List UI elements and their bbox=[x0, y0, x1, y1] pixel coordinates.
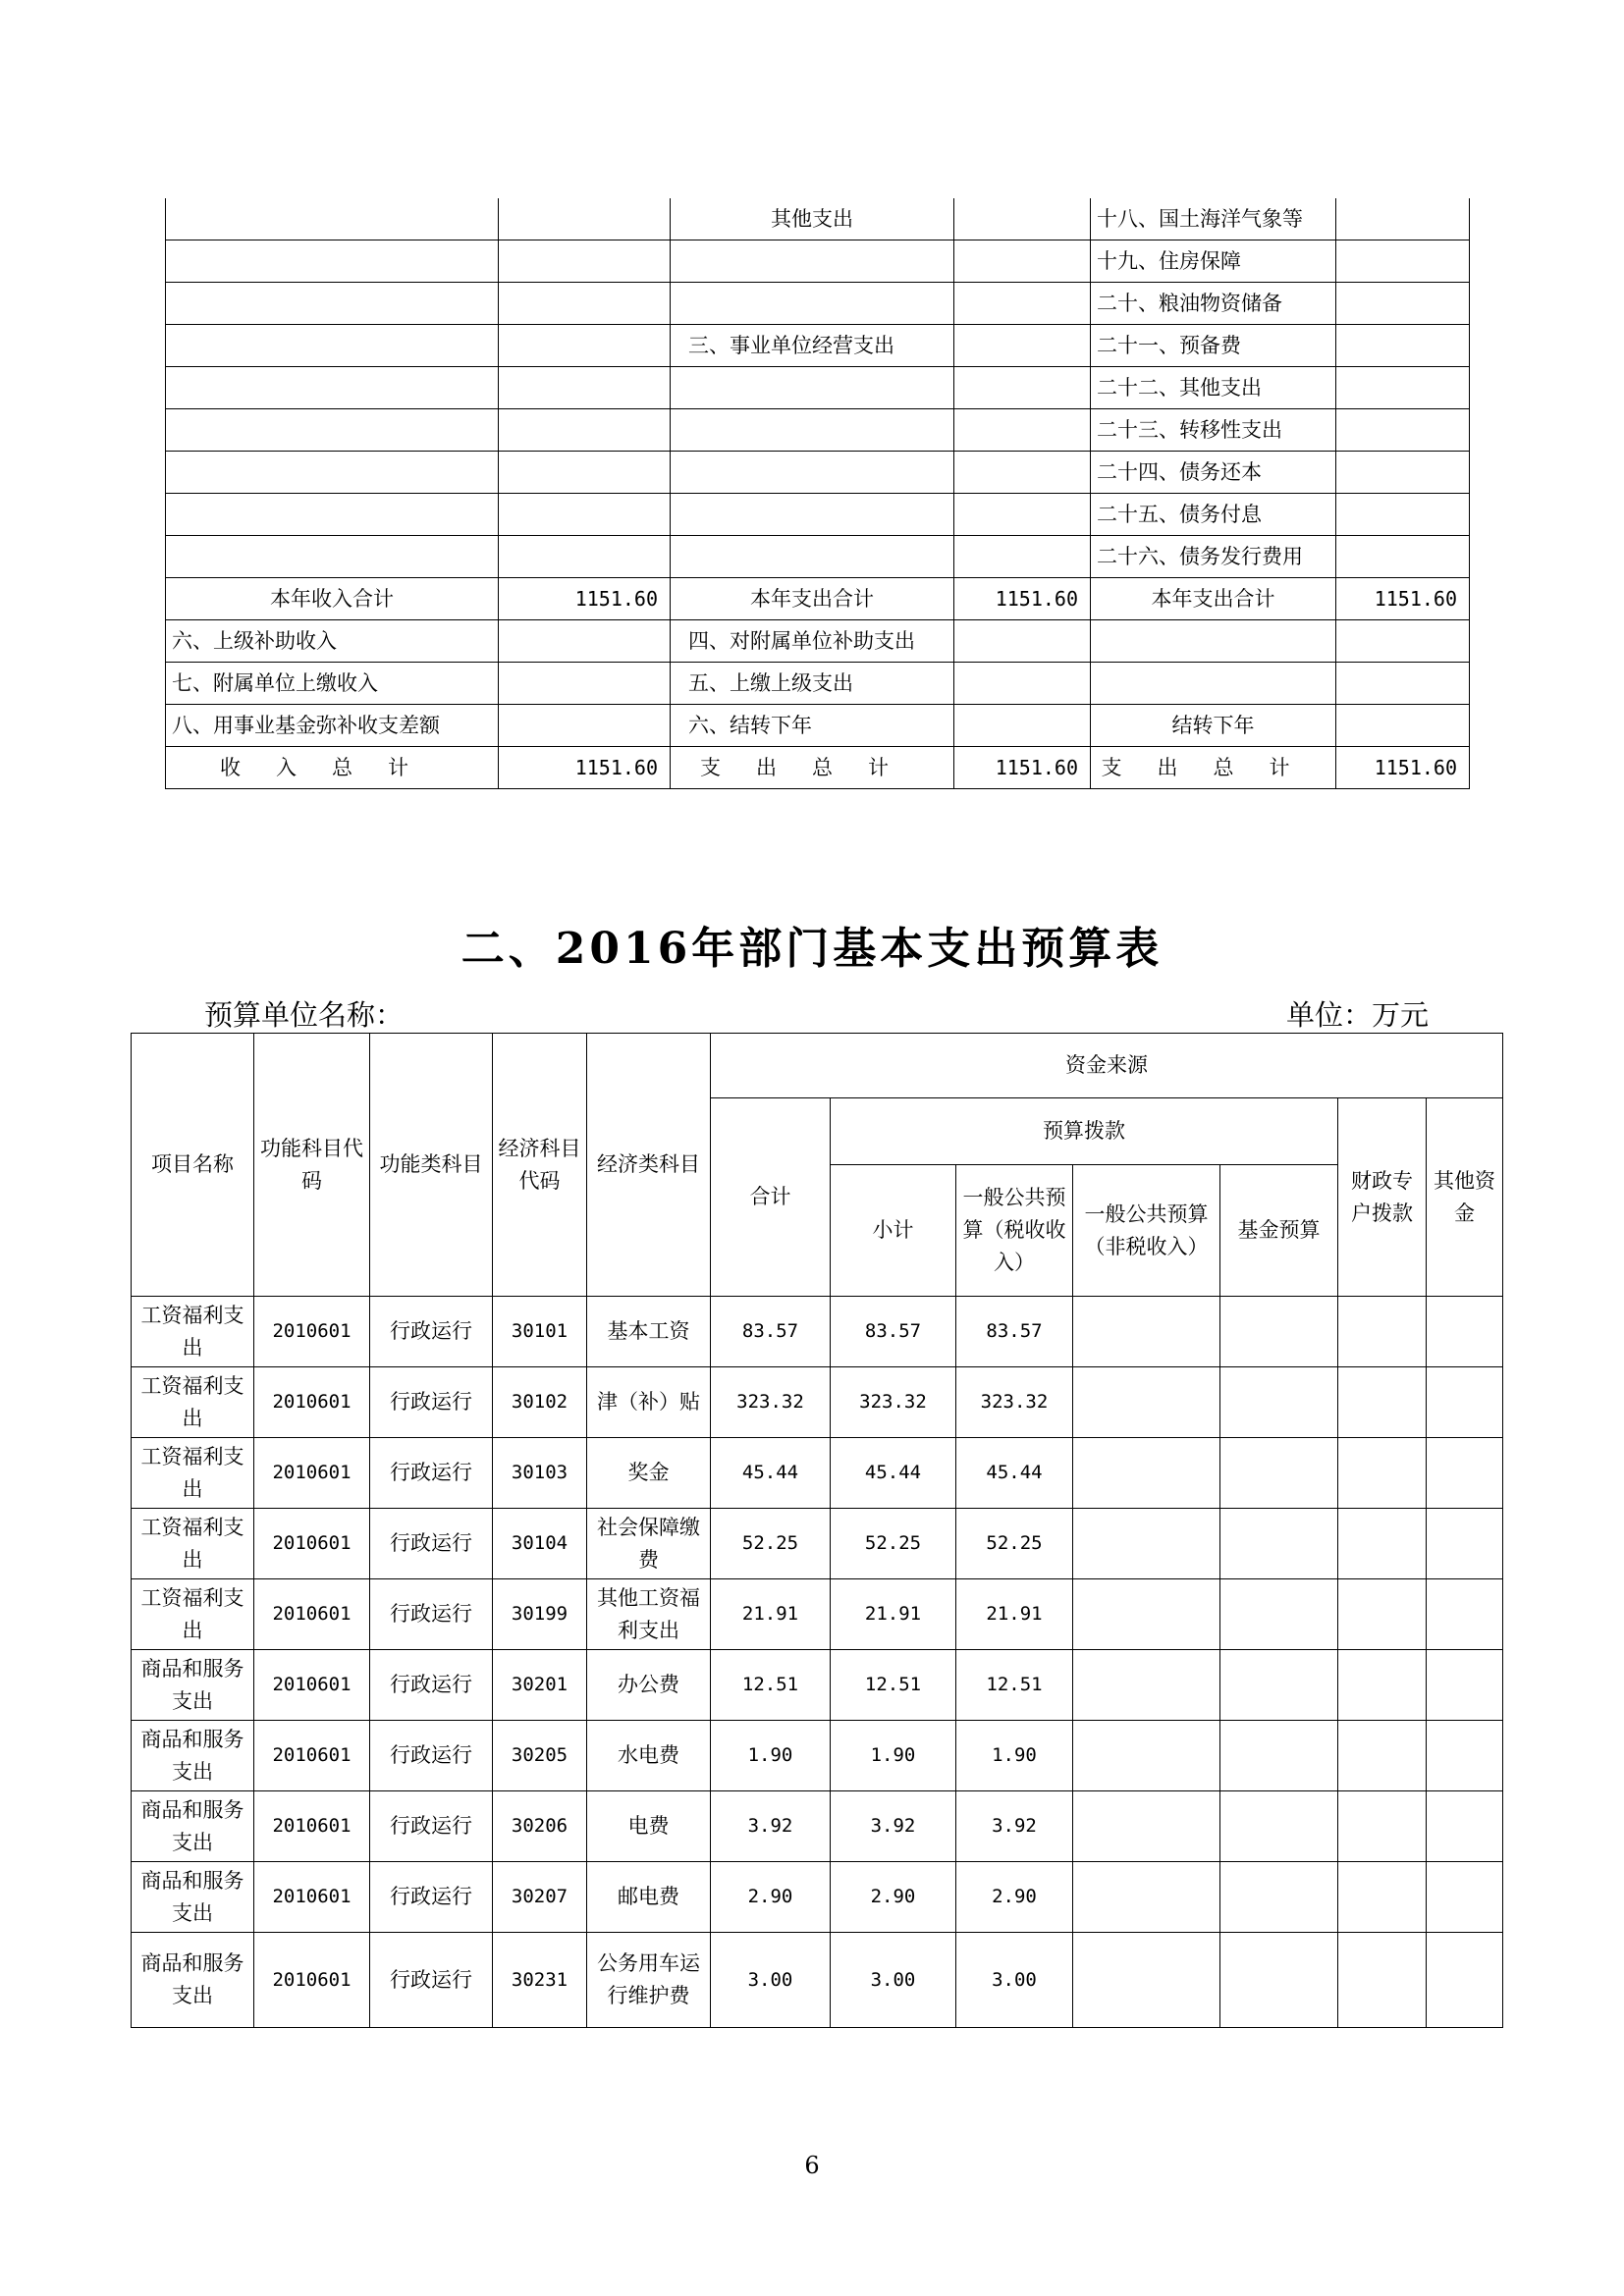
income-expense-table bbox=[165, 198, 1470, 789]
table-row: 七、附属单位上缴收入 五、上缴上级支出 bbox=[166, 663, 1470, 705]
header-general-tax: 一般公共预算（税收收入） bbox=[956, 1165, 1073, 1297]
budget-unit-name-label: 预算单位名称： bbox=[204, 998, 405, 1032]
table-row: 商品和服务支出 2010601 行政运行 30231 公务用车运行维护费 3.00 3.00 3.00 bbox=[132, 1933, 1503, 2028]
table-row: 二十二、其他支出 bbox=[166, 367, 1470, 409]
basic-expenditure-table bbox=[131, 1033, 1503, 2028]
table-row: 工资福利支出 2010601 行政运行 30199 其他工资福利支出 21.91 21.91 21.91 bbox=[132, 1579, 1503, 1650]
table-row: 商品和服务支出 2010601 行政运行 30201 办公费 12.51 12.51 12.51 bbox=[132, 1650, 1503, 1721]
header-func-subject: 功能类科目 bbox=[370, 1034, 493, 1297]
header-subtotal: 小计 bbox=[831, 1165, 956, 1297]
table-row: 工资福利支出 2010601 行政运行 30103 奖金 45.44 45.44 45.44 bbox=[132, 1438, 1503, 1509]
page-number: 6 bbox=[804, 2152, 820, 2179]
header-fund-budget: 基金预算 bbox=[1220, 1165, 1338, 1297]
table-row: 三、事业单位经营支出 二十一、预备费 bbox=[166, 325, 1470, 367]
header-other: 其他资金 bbox=[1427, 1098, 1503, 1297]
header-row bbox=[132, 1034, 1503, 1098]
header-total: 合计 bbox=[711, 1098, 831, 1297]
table-row: 六、上级补助收入 四、对附属单位补助支出 bbox=[166, 620, 1470, 663]
table-row: 二十五、债务付息 bbox=[166, 494, 1470, 536]
header-project: 项目名称 bbox=[132, 1034, 254, 1297]
table-row: 工资福利支出 2010601 行政运行 30102 津（补）贴 323.32 323.32 323.32 bbox=[132, 1367, 1503, 1438]
table-row: 二十、粮油物资储备 bbox=[166, 283, 1470, 325]
unit-label: 单位：万元 bbox=[1286, 998, 1430, 1032]
header-budget-alloc: 预算拨款 bbox=[831, 1098, 1338, 1165]
table-row: 二十六、债务发行费用 bbox=[166, 536, 1470, 578]
section-title: 二、2016年部门基本支出预算表 bbox=[460, 924, 1164, 974]
table-row: 商品和服务支出 2010601 行政运行 30206 电费 3.92 3.92 3.92 bbox=[132, 1791, 1503, 1862]
table-row: 二十四、债务还本 bbox=[166, 452, 1470, 494]
header-econ-code: 经济科目代码 bbox=[493, 1034, 587, 1297]
grand-total-row: 收入总计 1151.60 支出总计 1151.60 支出总计 1151.60 bbox=[166, 747, 1470, 789]
header-func-code: 功能科目代码 bbox=[254, 1034, 370, 1297]
table-row: 十九、住房保障 bbox=[166, 240, 1470, 283]
table-row: 商品和服务支出 2010601 行政运行 30207 邮电费 2.90 2.90 2.90 bbox=[132, 1862, 1503, 1933]
table-row: 其他支出 十八、国土海洋气象等 bbox=[166, 198, 1470, 240]
table-row: 工资福利支出 2010601 行政运行 30101 基本工资 83.57 83.57 83.57 bbox=[132, 1297, 1503, 1367]
annual-total-row: 本年收入合计 1151.60 本年支出合计 1151.60 本年支出合计 1151.60 bbox=[166, 578, 1470, 620]
table-row: 商品和服务支出 2010601 行政运行 30205 水电费 1.90 1.90 1.90 bbox=[132, 1721, 1503, 1791]
table-row: 二十三、转移性支出 bbox=[166, 409, 1470, 452]
table-row: 八、用事业基金弥补收支差额 六、结转下年 结转下年 bbox=[166, 705, 1470, 747]
table-row: 工资福利支出 2010601 行政运行 30104 社会保障缴费 52.25 52.25 52.25 bbox=[132, 1509, 1503, 1579]
header-special: 财政专户拨款 bbox=[1338, 1098, 1427, 1297]
header-econ-subject: 经济类科目 bbox=[587, 1034, 711, 1297]
header-general-nontax: 一般公共预算（非税收入） bbox=[1073, 1165, 1220, 1297]
header-fund-source: 资金来源 bbox=[711, 1034, 1503, 1098]
